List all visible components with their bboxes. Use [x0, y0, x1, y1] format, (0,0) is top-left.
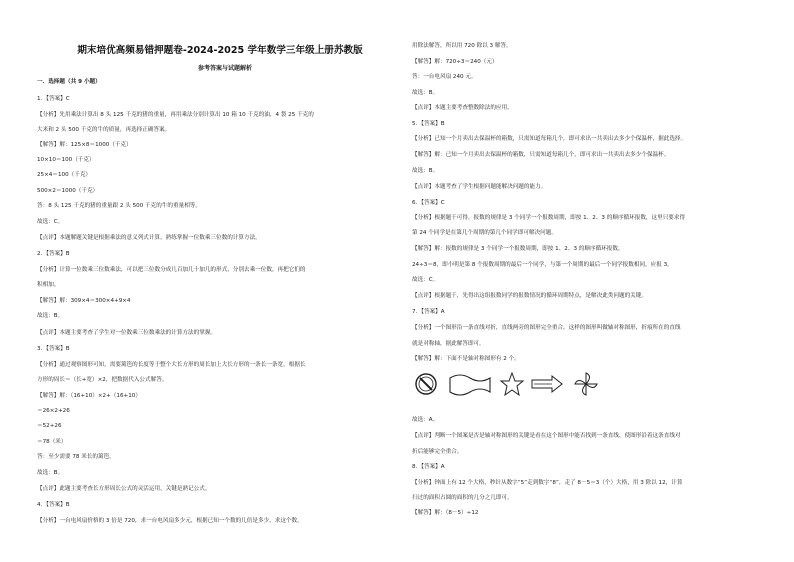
right-text-line: 【分析】一个图形沿一条直线对折，直线两旁的图形完全重合，这样的图形叫做轴对称图形，折痕所在的直线: [412, 325, 681, 331]
right-text-line: 【点评】根据题干，先得出这组报数同学的报数情况的循环周期特点，是解决此类问题的关键。: [412, 293, 647, 299]
left-text-line: 【分析】计算一位数乘三位数乘法，可以把三位数分成几百加几十加几的形式，分别去乘一位数，再把它们的: [37, 267, 306, 273]
right-text-line: 【解答】解：下面不是轴对称图形有 2 个。: [412, 356, 520, 362]
left-text-line: ＝78（米）: [37, 439, 67, 445]
right-text-line: 折后能够完全重合。: [412, 449, 463, 455]
right-text-line: 【解答】解：已知一个月卖出去保温杯的箱数，只需知道每箱几个，即可求出一共卖出去多少个保温杯。: [412, 152, 670, 158]
symmetry-figures: [412, 370, 612, 398]
symmetry-figure-row: [412, 370, 612, 398]
left-text-line: 积相加。: [37, 282, 60, 288]
right-text-line: 5．【答案】B: [412, 121, 445, 127]
left-text-line: ＝52+26: [37, 423, 62, 429]
arrow-right-icon: [532, 376, 562, 392]
right-text-line: 8．【答案】A: [412, 464, 445, 470]
left-text-line: 2．【答案】B: [37, 251, 70, 257]
no-sign-icon: [416, 374, 436, 394]
right-text-line: 6．【答案】C: [412, 200, 445, 206]
right-text-line: 故选：C。: [412, 277, 439, 283]
left-text-line: 【点评】本题主要考查了学生对一位数乘三位数乘法的计算方法的掌握。: [37, 330, 217, 336]
right-text-line: 故选：B。: [412, 168, 439, 174]
right-text-line: 答：一台电风扇 240 元。: [412, 74, 477, 80]
page-subtitle: 参考答案与试题解析: [197, 65, 252, 72]
right-text-line: 【解答】解：报数的规律是 3 个同学一个报数周期，即按 1、2、3 的顺序循环报数，: [412, 246, 624, 252]
right-text-line: 故选：B。: [412, 90, 439, 96]
pinwheel-icon: [575, 373, 597, 395]
right-text-line: 7．【答案】A: [412, 309, 445, 315]
right-text-line: 【点评】判断一个图案是否是轴对称图形的关键是看在这个图形中能否找到一条直线，使图形沿着这条直线对: [412, 433, 681, 439]
left-text-line: 【点评】本题解题关键是根据乘法的意义列式计算，熟练掌握一位数乘三位数的计算方法。: [37, 235, 261, 241]
left-text-line: 【分析】先用乘法计算出 8 头 125 千克的猪的重量，再用乘法分别计算出 10 箱 10 千克的油，4 袋 25 千克的: [37, 112, 314, 118]
left-text-line: 25×4＝100（千克）: [37, 172, 92, 178]
left-text-line: 3．【答案】B: [37, 346, 70, 352]
left-text-line: 【点评】此题主要考查长方形周长公式的灵活运用，关键是熟记公式。: [37, 486, 211, 492]
left-text-line: 方形的周长＝（长+宽）×2，把数据代入公式解答。: [37, 377, 168, 383]
left-text-line: 大米和 2 头 500 千克的牛的质量，再选择正确答案。: [37, 127, 171, 133]
left-text-line: 1．【答案】C: [37, 96, 70, 102]
right-text-line: 【点评】本题考查了学生根据问题能解决问题的能力。: [412, 184, 547, 190]
right-text-line: 【点评】本题主要考查整数除法的应用。: [412, 105, 513, 111]
left-text-line: 500×2＝1000（千克）: [37, 188, 99, 194]
wave-flag-icon: [450, 375, 490, 395]
left-text-line: 【解答】解：309×4＝300×4+9×4: [37, 298, 131, 304]
right-text-line: 【分析】根据题干可得，报数的规律是 3 个同学一个报数周期，即按 1、2、3 的顺序循环报数，这里只要求得: [412, 215, 686, 221]
left-text-line: 4．【答案】B: [37, 502, 70, 508]
right-text-line: 【解答】解：720÷3＝240（元）: [412, 59, 498, 65]
page-title: 期末培优高频易错押题卷-2024-2025 学年数学三年级上册苏教版: [77, 45, 363, 56]
left-text-line: 答：至少需要 78 米长的篱笆。: [37, 454, 115, 460]
left-text-line: 故选：B。: [37, 470, 64, 476]
star-icon: [501, 373, 523, 395]
right-text-line: 故选：A。: [412, 417, 439, 423]
right-text-line: 【分析】钟面上有 12 个大格，秒针从数字“5”走到数字“8”，走了 8－5＝3（个）大格，用 3 除以 12，计算: [412, 480, 683, 486]
left-text-line: 【解答】解：（16+10）×2+（16+10）: [37, 393, 141, 399]
left-text-line: ＝26×2+26: [37, 408, 70, 414]
right-text-line: 24÷3＝8，即小明是第 8 个报数周期的最后一个同学，与第一个周期的最后一个同学报数相同，应报 3。: [412, 262, 673, 268]
right-text-line: 扫过的面积占圆的面积的几分之几即可。: [412, 495, 513, 501]
left-text-line: 故选：B。: [37, 313, 64, 319]
left-text-line: 答：8 头 125 千克的猪的重量跟 2 头 500 千克的牛的重量相等。: [37, 203, 201, 209]
right-text-line: 就是对称轴，据此解答即可。: [412, 341, 485, 347]
right-text-line: 第 24 个同学是在第几个周期的第几个同学即可解决问题。: [412, 230, 557, 236]
left-text-line: 一．选择题（共 9 小题）: [37, 79, 101, 85]
left-text-line: 【分析】通过观察图形可知，需要篱笆的长度等于整个大长方形的周长加上大长方形的一条长一条宽，根据长: [37, 362, 306, 368]
right-text-line: 【分析】已知一个月卖出去保温杯的箱数，只需知道每箱几个，即可求出一共卖出去多少个保温杯，据此选择。: [412, 136, 687, 142]
right-text-line: 用除法解答，所以用 720 除以 3 解答。: [412, 43, 512, 49]
right-text-line: 【解答】解：（8－5）÷12: [412, 510, 479, 516]
left-text-line: 10×10＝100（千克）: [37, 157, 95, 163]
left-text-line: 故选：C。: [37, 219, 64, 225]
left-text-line: 【分析】一台电风扇价格的 3 倍是 720，求一台电风扇多少元，根据已知一个数的几倍是多少，求这个数，: [37, 518, 303, 524]
left-text-line: 【解答】解：125×8＝1000（千克）: [37, 142, 132, 148]
